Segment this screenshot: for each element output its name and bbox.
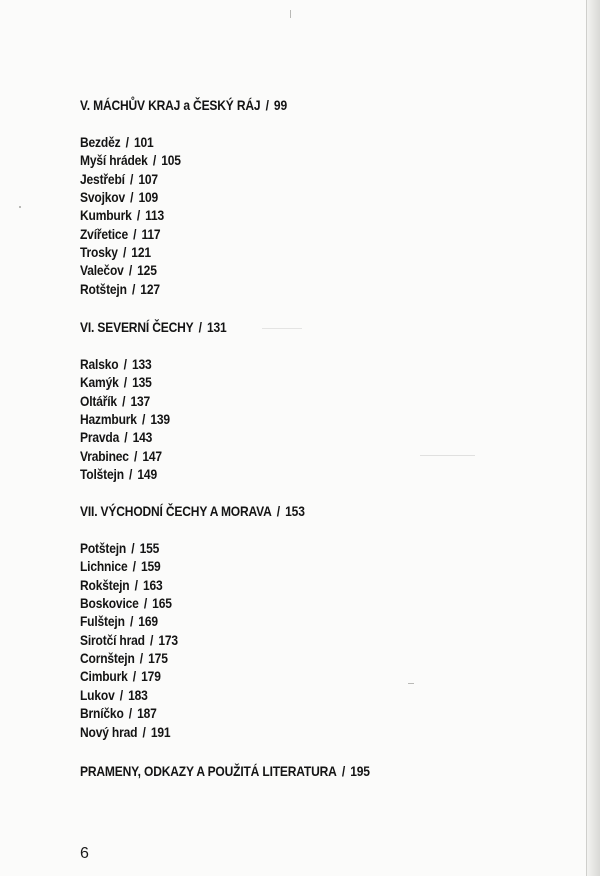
entry-name: Jestřebí: [80, 170, 125, 187]
page-ref: 133: [131, 356, 152, 372]
separator-slash: /: [128, 262, 133, 279]
entry-name: Boskovice: [80, 595, 139, 612]
toc-entry: [80, 686, 148, 704]
separator-slash: /: [198, 319, 202, 335]
toc-entry: [80, 447, 162, 465]
page-ref: 131: [206, 319, 227, 335]
separator-slash: /: [130, 189, 134, 206]
separator-slash: /: [131, 280, 136, 297]
entry-name: Rokštejn: [80, 576, 130, 593]
page-ref: 175: [148, 650, 168, 667]
page-ref: 139: [150, 411, 170, 428]
page-ref: 169: [138, 613, 158, 630]
page-ref: 109: [138, 189, 159, 206]
toc-entry: [80, 225, 160, 243]
section-title: VII. VÝCHODNÍ ČECHY A MORAVA: [80, 503, 272, 519]
separator-slash: /: [133, 225, 137, 242]
page-number: 6: [80, 845, 89, 862]
page-ref: 127: [140, 280, 160, 297]
toc-entry: [80, 410, 170, 428]
scan-speck: [290, 10, 291, 18]
entry-name: Kamýk: [80, 374, 119, 391]
entry-name: Bezděz: [80, 134, 121, 150]
page-edge-line: [586, 0, 587, 876]
toc-entry: [80, 133, 154, 151]
toc-entry: [80, 649, 168, 667]
toc-entry: [80, 188, 158, 206]
toc-entry: [80, 667, 161, 685]
scan-speck: [19, 206, 21, 208]
separator-slash: /: [134, 576, 138, 593]
page-ref: 149: [137, 466, 157, 483]
separator-slash: /: [122, 392, 126, 409]
separator-slash: /: [276, 503, 280, 519]
entry-name: Myší hrádek: [80, 152, 148, 169]
entry-name: Tolštejn: [80, 466, 124, 483]
separator-slash: /: [265, 97, 269, 113]
separator-slash: /: [132, 558, 136, 575]
entry-name: Ralsko: [80, 356, 119, 372]
toc-entry: [80, 631, 178, 649]
toc-entry: [80, 465, 157, 483]
toc-entry: [80, 594, 172, 612]
separator-slash: /: [136, 207, 140, 224]
separator-slash: /: [119, 686, 123, 703]
separator-slash: /: [133, 447, 138, 464]
separator-slash: /: [123, 374, 127, 391]
toc-entry: [80, 428, 152, 446]
entry-name: Lukov: [80, 686, 115, 703]
separator-slash: /: [150, 631, 154, 648]
separator-slash: /: [131, 540, 135, 556]
entry-name: Potštejn: [80, 540, 127, 556]
entry-name: Svojkov: [80, 189, 125, 206]
toc-entry: [80, 151, 181, 169]
section-title: PRAMENY, ODKAZY A POUŽITÁ LITERATURA: [80, 763, 337, 779]
page-ref: 153: [285, 503, 305, 519]
entry-name: Trosky: [80, 244, 118, 261]
page-ref: 125: [137, 262, 157, 279]
separator-slash: /: [143, 595, 148, 612]
separator-slash: /: [129, 613, 134, 630]
separator-slash: /: [129, 466, 133, 483]
toc-entry: [80, 557, 161, 575]
toc-section-heading: [80, 502, 305, 520]
entry-name: Hazmburk: [80, 411, 137, 428]
separator-slash: /: [132, 668, 136, 685]
toc-entry: [80, 539, 159, 557]
page-ref: 135: [132, 374, 152, 391]
page-ref: 105: [161, 152, 181, 169]
separator-slash: /: [129, 170, 134, 187]
toc-entry: [80, 704, 157, 722]
scan-speck: [420, 455, 475, 456]
toc-entry: [80, 392, 150, 410]
page-ref: 195: [350, 763, 370, 779]
entry-name: Nový hrad: [80, 723, 138, 740]
toc-section-heading: [80, 762, 370, 780]
page-ref: 173: [158, 631, 178, 648]
separator-slash: /: [142, 411, 146, 428]
page-ref: 117: [141, 225, 161, 242]
section-title: VI. SEVERNÍ ČECHY: [80, 319, 194, 335]
separator-slash: /: [341, 763, 346, 779]
page-ref: 165: [152, 595, 172, 612]
entry-name: Fulštejn: [80, 613, 125, 630]
entry-name: Valečov: [80, 262, 124, 279]
scan-speck: [408, 683, 414, 684]
entry-name: Brníčko: [80, 705, 124, 722]
separator-slash: /: [124, 429, 128, 446]
entry-name: Kumburk: [80, 207, 132, 224]
entry-name: Oltářík: [80, 392, 117, 409]
separator-slash: /: [123, 356, 127, 372]
page-ref: 121: [131, 244, 151, 261]
page-ref: 143: [132, 429, 153, 446]
entry-name: Sirotčí hrad: [80, 631, 145, 648]
page-ref: 107: [138, 170, 158, 187]
page-ref: 187: [137, 705, 157, 722]
page-ref: 191: [150, 723, 171, 740]
entry-name: Cornštejn: [80, 650, 135, 667]
scan-speck: [262, 328, 302, 329]
toc-entry: [80, 243, 151, 261]
entry-name: Zvířetice: [80, 225, 128, 242]
page-ref: 155: [139, 540, 160, 556]
entry-name: Rotštejn: [80, 280, 127, 297]
separator-slash: /: [139, 650, 143, 667]
section-title: V. MÁCHŮV KRAJ a ČESKÝ RÁJ: [80, 97, 261, 113]
separator-slash: /: [142, 723, 146, 740]
toc-entry: [80, 170, 158, 188]
separator-slash: /: [128, 705, 132, 722]
toc-section-heading: [80, 96, 287, 114]
page-ref: 163: [142, 576, 163, 593]
page-edge-shadow: [586, 0, 600, 876]
toc-entry: [80, 261, 157, 279]
page-ref: 99: [273, 97, 287, 113]
page-ref: 183: [128, 686, 148, 703]
entry-name: Pravda: [80, 429, 120, 446]
toc-section-heading: [80, 318, 227, 336]
page-ref: 159: [140, 558, 161, 575]
page-ref: 113: [145, 207, 165, 224]
toc-entry: [80, 206, 164, 224]
toc-entry: [80, 355, 152, 373]
toc-entry: [80, 373, 152, 391]
entry-name: Lichnice: [80, 558, 128, 575]
separator-slash: /: [122, 244, 127, 261]
page-ref: 147: [142, 447, 162, 464]
toc-entry: [80, 612, 158, 630]
page-ref: 101: [133, 134, 154, 150]
page-ref: 137: [130, 392, 151, 409]
entry-name: Cimburk: [80, 668, 128, 685]
separator-slash: /: [152, 152, 157, 169]
entry-name: Vrabinec: [80, 447, 129, 464]
page-ref: 179: [141, 668, 161, 685]
toc-entry: [80, 723, 170, 741]
toc-entry: [80, 280, 160, 298]
separator-slash: /: [125, 134, 129, 150]
toc-entry: [80, 576, 163, 594]
